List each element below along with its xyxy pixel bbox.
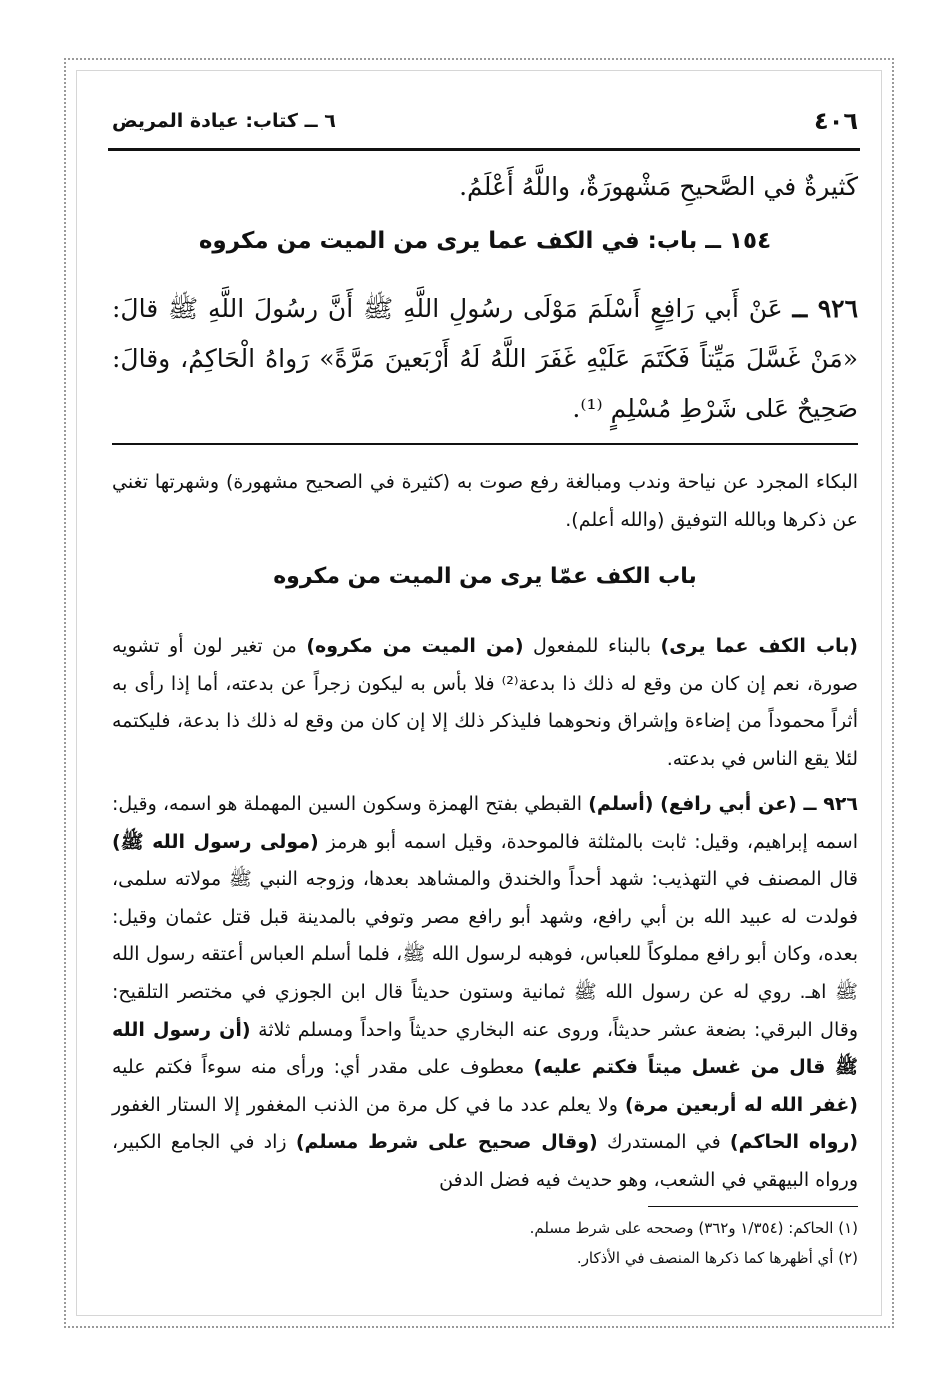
matn-intro-line: كَثيرةٌ في الصَّحيحِ مَشْهورَةٌ، واللَّهُ أَعْلَمُ. bbox=[459, 172, 858, 201]
matn-sharh-separator bbox=[112, 443, 858, 445]
footnote-1: (١) الحاكم: (١/٣٥٤ و٣٦٢) وصححه على شرط مسلم. bbox=[529, 1219, 858, 1237]
paragraph-text: ولا يعلم عدد ما في كل مرة من الذنب المغفور إلا الستار الغفور bbox=[112, 1093, 626, 1116]
chapter-heading: ١٥٤ ــ باب: في الكف عما يرى من الميت من مكروه bbox=[198, 228, 772, 254]
paragraph-text: قال المصنف في التهذيب: شهد أحداً والخندق والمشاهد بعدها، وزوجه النبي ﷺ مولاته سلمى، فولدت له عبيد الله بن أبي رافع، وشهد أبو رافع مصر وتوفي بالمدينة قبل قتل عثمان وقيل: بعده، وكان أبو رافع مملوكاً للعباس، فوهبه لرسول الله ﷺ، فلما أسلم العباس أعتقه رسول الله ﷺ اهـ. روي له عن رسول الله ﷺ ثمانية وستون حديثاً قال ابن الجوزي في مختصر التلقيح: وقال البرقي: بضعة عشر حديثاً، وروى عنه البخاري حديثاً واحداً ومسلم ثلاثة bbox=[112, 868, 859, 1041]
sharh-paragraph-1: البكاء المجرد عن نياحة وندب ومبالغة رفع صوت به (كثيرة في الصحيح مشهورة) وشهرتها تغني عن ذكرها وبالله التوفيق (والله أعلم). bbox=[112, 471, 858, 531]
paragraph-text: القبطي بفتح الهمزة وسكون السين المهملة هو اسمه، وقيل: اسمه إبراهيم، وقيل: ثابت بالمثلثة فالموحدة، وقيل اسمه أبو هرمز bbox=[112, 793, 858, 853]
page-number: ٤٠٦ bbox=[814, 107, 858, 135]
sharh-section-heading: باب الكف عمّا يرى من الميت من مكروه bbox=[273, 564, 697, 589]
bold-quote: (أن رسول الله ﷺ قال من غسل ميتاً فكتم عليه) bbox=[112, 1018, 858, 1079]
bold-quote: ٩٢٦ ــ (عن أبي رافع) (أسلم) bbox=[588, 793, 859, 815]
hadith-number: ٩٢٦ ــ bbox=[792, 294, 859, 323]
paragraph-text: معطوف على مقدر أي: ورأى منه سوءاً فكتم عليه bbox=[112, 1056, 534, 1079]
paragraph-text: من تغير لون أو تشويه صورة، نعم إن كان من وقع له ذلك ذا بدعة⁽²⁾ فلا بأس به ليكون زجراً عن بدعته، أما إذا رأى به أثراً محموداً من إضاءة وإشراق ونحوهما فليذكر ذلك إلا إن كان من وقع له ذلك ذا بدعة، فليكتمه لئلا يقع الناس في بدعته. bbox=[112, 635, 858, 770]
bold-quote: (وقال صحيح على شرط مسلم) bbox=[295, 1131, 598, 1154]
footnote-2: (٢) أي أظهرها كما ذكرها المنصف في الأذكار. bbox=[576, 1249, 858, 1267]
bold-quote: (رواه الحاكم) bbox=[729, 1131, 858, 1154]
running-title: ٦ ــ كتاب: عيادة المريض bbox=[112, 110, 336, 132]
bold-quote: (باب الكف عما يرى) bbox=[660, 635, 858, 657]
bold-quote: (غفر الله له أربعين مرة) bbox=[625, 1093, 858, 1116]
bold-quote: (من الميت من مكروه) bbox=[306, 635, 524, 657]
bold-quote: (مولى رسول الله ﷺ) bbox=[112, 830, 319, 853]
footnote-rule bbox=[648, 1206, 858, 1207]
header-rule bbox=[108, 148, 860, 151]
sharh-paragraph-3 bbox=[112, 786, 858, 1200]
sharh-paragraph-2 bbox=[112, 628, 858, 778]
hadith-matn bbox=[112, 284, 858, 434]
page-header bbox=[112, 100, 858, 142]
paragraph-text: زاد في الجامع الكبير، ورواه البيهقي في الشعب، وهو حديث فيه فضل الدفن bbox=[112, 1131, 858, 1191]
paragraph-text: في المستدرك bbox=[597, 1131, 730, 1154]
paragraph-text: بالبناء للمفعول bbox=[523, 635, 661, 657]
hadith-text: عَنْ أَبي رَافِعٍ أَسْلَمَ مَوْلَى رسُولِ اللَّهِ ﷺ أَنَّ رسُولَ اللَّهِ ﷺ قالَ: «مَنْ غَسَّلَ مَيِّتاً فَكَتَمَ عَلَيْهِ غَفَرَ اللَّهُ لَهُ أَرْبَعينَ مَرَّةً» رَواهُ الْحَاكِمُ، وقالَ: صَحِيحٌ عَلى شَرْطِ مُسْلِمٍ ⁽¹⁾. bbox=[112, 294, 858, 423]
